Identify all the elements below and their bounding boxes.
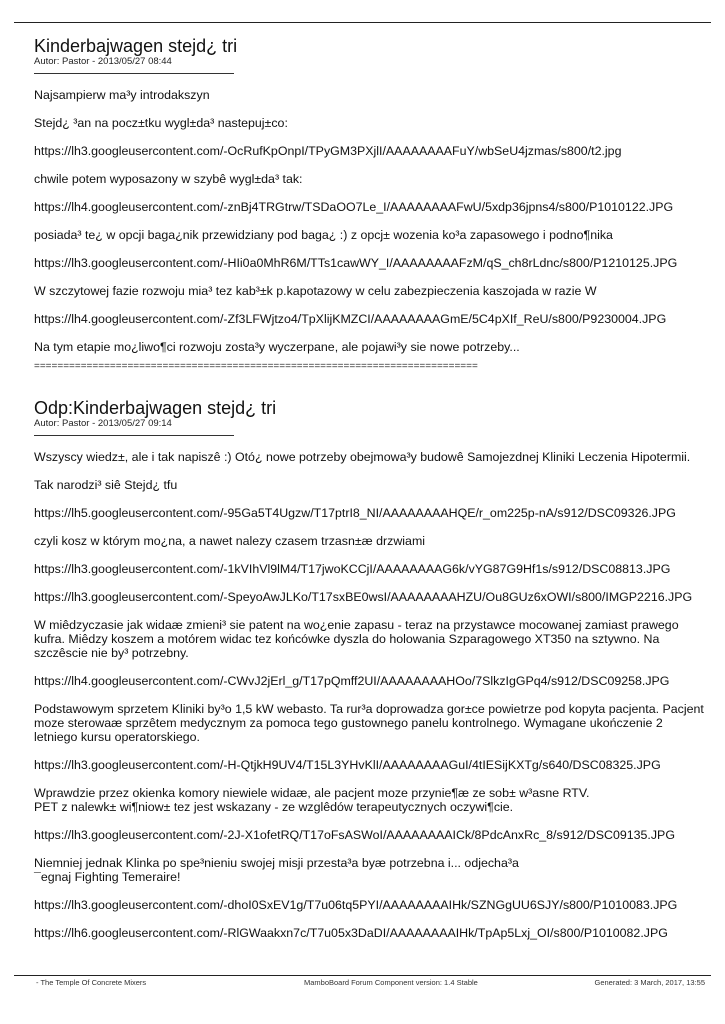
image-url-text: https://lh6.googleusercontent.com/-RlGWaakxn7c/T7u05x3DaDI/AAAAAAAAIHk/TpAp5Lxj_OI/s800/P1010082.JPG (34, 926, 668, 940)
image-url-text: https://lh3.googleusercontent.com/-1kVIhVl9lM4/T17jwoKCCjI/AAAAAAAAG6k/vYG87G9Hf1s/s912/DSC08813.JPG (34, 562, 671, 576)
post-paragraph: Wprawdzie przez okienka komory niewiele widaæ, ale pacjent moze przynie¶æ ze sob± w³asne RTV. PET z nalewk± wi¶niow± tez jest wskazany - ze wzglêdów terapeutycznych oczywi¶cie. (34, 786, 590, 814)
image-url-text: https://lh4.googleusercontent.com/-CWvJ2jErl_g/T17pQmff2UI/AAAAAAAAHOo/7SlkzIgGPq4/s912/DSC09258.JPG (34, 674, 670, 688)
post-title: Kinderbajwagen stejd¿ tri (34, 36, 238, 56)
post-paragraph: W szczytowej fazie rozwoju mia³ tez kab³±k p.kapotazowy w celu zabezpieczenia kaszojada w razie W (34, 284, 597, 298)
post-paragraph: Najsampierw ma³y introdakszyn (34, 88, 210, 102)
post-body (34, 88, 704, 354)
forum-post (34, 36, 704, 372)
post-paragraph: posiada³ te¿ w opcji baga¿nik przewidziany pod baga¿ :) z opcj± wozenia ko³a zapasowego i podno¶nika (34, 228, 613, 242)
image-url-text: https://lh3.googleusercontent.com/-OcRufKpOnpI/TPyGM3PXjlI/AAAAAAAAFuY/wbSeU4jzmas/s800/t2.jpg (34, 144, 622, 158)
post-paragraph: chwile potem wyposazony w szybê wygl±da³ tak: (34, 172, 303, 186)
meta-divider (34, 73, 234, 74)
image-url-text: https://lh3.googleusercontent.com/-H-QtjkH9UV4/T15L3YHvKlI/AAAAAAAAGuI/4tIESijKXTg/s640/DSC08325.JPG (34, 758, 661, 772)
image-url-text: https://lh3.googleusercontent.com/-2J-X1ofetRQ/T17oFsASWoI/AAAAAAAAICk/8PdcAnxRc_8/s912/DSC09135.JPG (34, 828, 675, 842)
post-paragraph: Na tym etapie mo¿liwo¶ci rozwoju zosta³y wyczerpane, ale pojawi³y sie nowe potrzeby... (34, 340, 520, 354)
forum-post (34, 398, 704, 940)
meta-divider (34, 435, 234, 436)
post-paragraph: Stejd¿ ³an na pocz±tku wygl±da³ nastepuj±co: (34, 116, 288, 130)
image-url-text: https://lh4.googleusercontent.com/-Zf3LFWjtzo4/TpXlijKMZCI/AAAAAAAAGmE/5C4pXIf_ReU/s800/P9230004.JPG (34, 312, 667, 326)
header-rule (14, 22, 711, 23)
post-paragraph: Wszyscy wiedz±, ale i tak napiszê :) Otó¿ nowe potrzeby obejmowa³y budowê Samojezdnej Kliniki Leczenia Hipotermii. (34, 450, 691, 464)
post-title: Odp:Kinderbajwagen stejd¿ tri (34, 398, 277, 418)
footer-generated-date: Generated: 3 March, 2017, 13:55 (594, 978, 705, 987)
image-url-text: https://lh3.googleusercontent.com/-HIi0a0MhR6M/TTs1cawWY_I/AAAAAAAAFzM/qS_ch8rLdnc/s800/P1210125.JPG (34, 256, 678, 270)
footer-component-version: MamboBoard Forum Component version: 1.4 Stable (304, 978, 478, 987)
post-separator: ============================================================================ (34, 362, 478, 372)
post-author-meta: Autor: Pastor - 2013/05/27 08:44 (34, 56, 172, 67)
post-paragraph: Podstawowym sprzetem Kliniki by³o 1,5 kW webasto. Ta rur³a doprowadza gor±ce powietrze pod kopyta pacjenta. Pacjent moze sterowaæ sprzêtem medycznym za pomoca tego gustownego panelu kontrolnego. Wymagane ukończenie 2 letniego kursu operatorskiego. (34, 702, 704, 744)
image-url-text: https://lh4.googleusercontent.com/-znBj4TRGtrw/TSDaOO7Le_I/AAAAAAAAFwU/5xdp36jpns4/s800/P1010122.JPG (34, 200, 674, 214)
footer-site-name: - The Temple Of Concrete Mixers (36, 978, 147, 987)
document-content (34, 36, 704, 954)
post-paragraph: czyli kosz w którym mo¿na, a nawet nalezy czasem trzasn±æ drzwiami (34, 534, 426, 548)
post-body (34, 450, 704, 940)
image-url-text: https://lh3.googleusercontent.com/-SpeyoAwJLKo/T17sxBE0wsI/AAAAAAAAHZU/Ou8GUz6xOWI/s800/IMGP2216.JPG (34, 590, 693, 604)
post-paragraph: W miêdzyczasie jak widaæ zmieni³ sie patent na wo¿enie zapasu - teraz na przystawce mocowanej zamiast prawego kufra. Miêdzy koszem a motórem widac tez końcówke dyszla do holowania Szparagowego XT350 na sztywno. Na szczêscie nie by³ potrzebny. (34, 618, 679, 660)
post-paragraph: Niemniej jednak Klinka po spe³nieniu swojej misji przesta³a byæ potrzebna i... odjecha³a ¯egnaj Fighting Temeraire! (34, 856, 519, 884)
footer-rule (14, 975, 711, 976)
image-url-text: https://lh3.googleusercontent.com/-dhoI0SxEV1g/T7u06tq5PYI/AAAAAAAAIHk/SZNGgUU6SJY/s800/P1010083.JPG (34, 898, 678, 912)
post-paragraph: Tak narodzi³ siê Stejd¿ tfu (34, 478, 178, 492)
image-url-text: https://lh5.googleusercontent.com/-95Ga5T4Ugzw/T17ptrI8_NI/AAAAAAAAHQE/r_om225p-nA/s912/DSC09326.JPG (34, 506, 676, 520)
post-author-meta: Autor: Pastor - 2013/05/27 09:14 (34, 418, 172, 429)
